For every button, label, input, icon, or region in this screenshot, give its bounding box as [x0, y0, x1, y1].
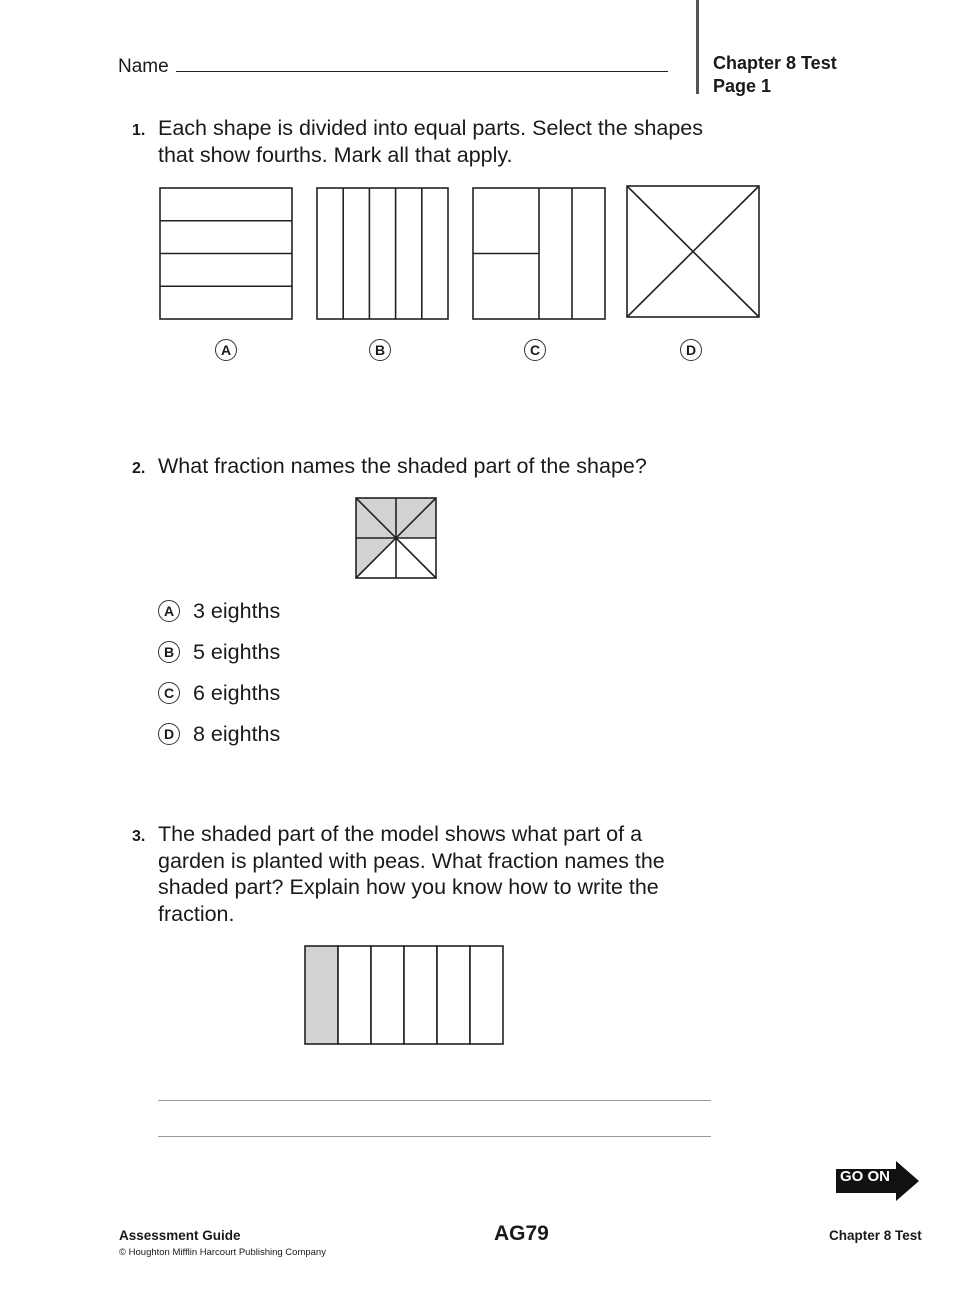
q1-text-line-2: that show fourths. Mark all that apply. — [158, 142, 513, 167]
q3-strip-part — [404, 946, 437, 1044]
q3-text-line-1: The shaded part of the model shows what part of a — [158, 822, 643, 846]
q1-number: 1. — [132, 122, 146, 139]
name-label: Name — [118, 56, 169, 77]
q2-option-c-bubble[interactable]: C — [158, 682, 180, 704]
q3-strip-model — [303, 944, 505, 1046]
q2-option-b[interactable] — [158, 638, 280, 666]
q2-option-b-text: 5 eighths — [193, 639, 281, 664]
q2-option-d-text: 8 eighths — [193, 721, 281, 746]
q1-shape-b — [317, 188, 448, 319]
chapter-title: Chapter 8 Test — [713, 53, 837, 73]
q3-strip-part — [437, 946, 470, 1044]
q2-option-c-text: 6 eighths — [193, 680, 281, 705]
q3-strip-part — [371, 946, 404, 1044]
footer-copyright: © Houghton Mifflin Harcourt Publishing Company — [119, 1247, 326, 1258]
q3-number: 3. — [132, 828, 146, 845]
q3-strip-part — [338, 946, 371, 1044]
q1-shape-a — [160, 188, 292, 319]
q3-text-line-4: fraction. — [158, 901, 235, 926]
q3-text — [158, 821, 665, 927]
footer-page-code: AG79 — [494, 1222, 549, 1245]
q2-option-b-bubble[interactable]: B — [158, 641, 180, 663]
q1-choice-a[interactable]: A — [215, 339, 237, 361]
q3-text-line-2: garden is planted with peas. What fraction names the — [158, 848, 665, 873]
q1-shapes — [0, 0, 979, 330]
q2-option-c[interactable] — [158, 679, 280, 707]
go-on-arrow — [836, 1161, 920, 1201]
q1-choice-c[interactable]: C — [524, 339, 546, 361]
q2-option-a-bubble[interactable]: A — [158, 600, 180, 622]
q2-option-a[interactable] — [158, 597, 280, 625]
go-on-label: GO ON — [840, 1168, 891, 1185]
q3-text-line-3: shaded part? Explain how you know how to write the — [158, 875, 659, 899]
q2-octant-square — [354, 496, 438, 580]
q3-strip-part — [470, 946, 503, 1044]
q3-answer-line-2[interactable] — [158, 1136, 711, 1137]
footer-chapter-title: Chapter 8 Test — [829, 1228, 922, 1243]
footer-assessment-guide: Assessment Guide — [119, 1228, 241, 1243]
q2-option-a-text: 3 eighths — [193, 598, 281, 623]
q2-option-d-bubble[interactable]: D — [158, 723, 180, 745]
q2-option-d[interactable] — [158, 720, 280, 748]
q2-number: 2. — [132, 460, 146, 477]
q3-strip-part — [305, 946, 338, 1044]
q3-answer-line-1[interactable] — [158, 1100, 711, 1101]
q1-shape-c — [473, 188, 605, 319]
q1-text-line-1: Each shape is divided into equal parts. Select the shapes — [158, 116, 704, 140]
page-number-label: Page 1 — [713, 76, 772, 96]
q2-text: What fraction names the shaded part of the shape? — [158, 454, 647, 478]
q3-strip-pieces — [305, 946, 503, 1044]
q1-choice-b[interactable]: B — [369, 339, 391, 361]
q1-choice-d[interactable]: D — [680, 339, 702, 361]
q1-shape-d — [627, 186, 759, 317]
